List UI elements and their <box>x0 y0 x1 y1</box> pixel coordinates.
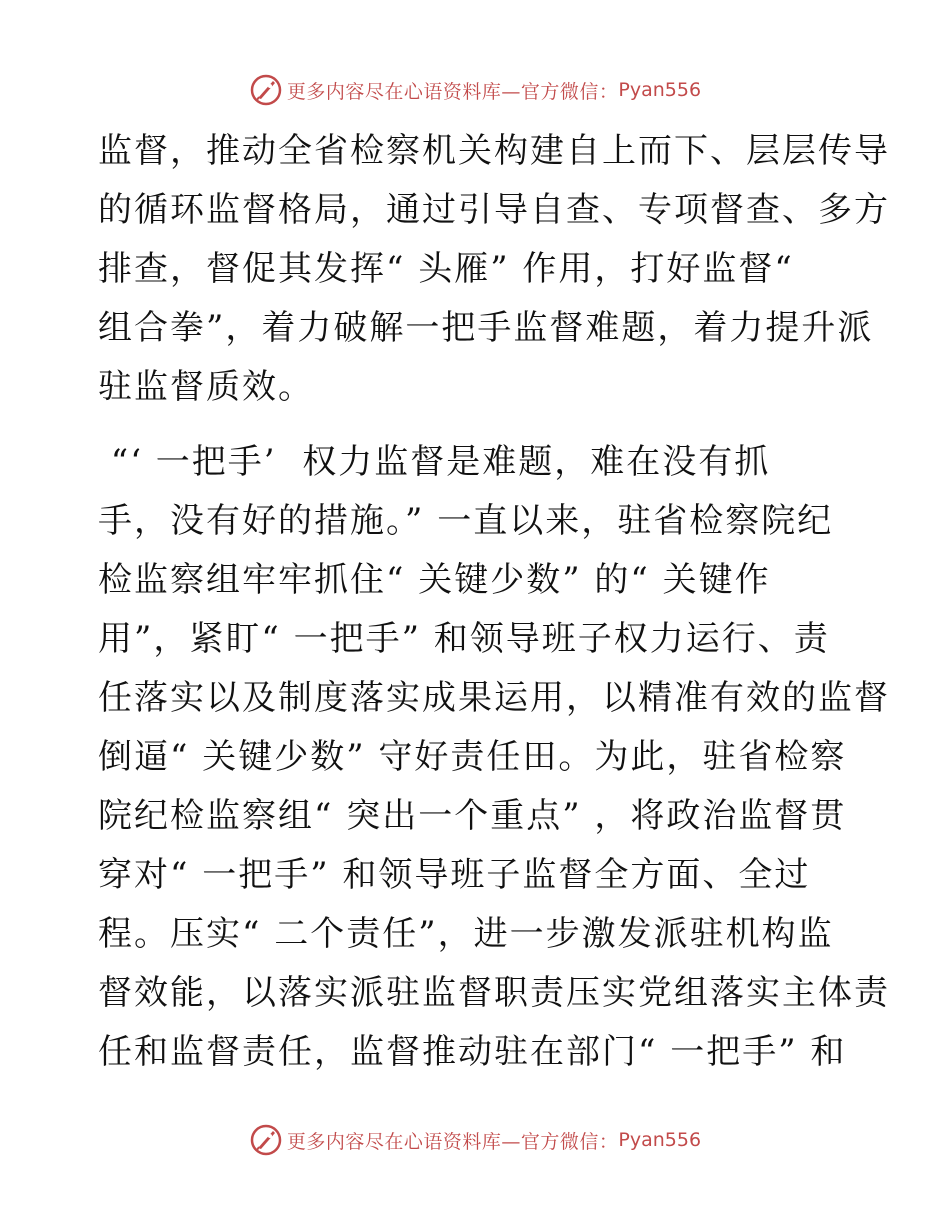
quill-logo-icon <box>249 1123 283 1157</box>
header-banner <box>0 70 950 110</box>
text-line: 任落实以及制度落实成果运用，以精准有效的监督 <box>98 678 890 718</box>
footer-text: 更多内容尽在心语资料库—官方微信： <box>286 1130 619 1153</box>
text-line: “‘ 一把手’ 权力监督是难题，难在没有抓 <box>98 442 771 482</box>
header-wechat-id: Pyan556 <box>618 79 702 101</box>
text-line: 任和监督责任，监督推动驻在部门“ 一把手” 和 <box>98 1032 847 1072</box>
paragraph-spacer <box>98 417 858 433</box>
text-line: 的循环监督格局，通过引导自查、专项督查、多方 <box>98 190 890 230</box>
text-line: 倒逼“ 关键少数” 守好责任田。为此，驻省检察 <box>98 737 847 777</box>
text-line: 监督，推动全省检察机关构建自上而下、层层传导 <box>98 131 890 171</box>
header-text: 更多内容尽在心语资料库—官方微信： <box>286 80 619 103</box>
text-line: 驻监督质效。 <box>98 367 314 407</box>
footer-banner <box>0 1120 950 1160</box>
text-line: 院纪检监察组“ 突出一个重点” ，将政治监督贯 <box>98 796 847 836</box>
quill-logo-icon <box>249 73 283 107</box>
paragraph-1 <box>98 122 890 417</box>
document-body <box>98 122 890 1082</box>
text-line: 穿对“ 一把手” 和领导班子监督全方面、全过 <box>98 855 811 895</box>
text-line: 程。压实“ 二个责任”，进一步激发派驻机构监 <box>98 914 834 954</box>
footer-wechat-id: Pyan556 <box>618 1129 702 1151</box>
paragraph-2 <box>98 433 890 1082</box>
text-line: 检监察组牢牢抓住“ 关键少数” 的“ 关键作 <box>98 560 771 600</box>
text-line: 组合拳”，着力破解一把手监督难题，着力提升派 <box>98 308 874 348</box>
text-line: 用”，紧盯“ 一把手” 和领导班子权力运行、责 <box>98 619 830 659</box>
text-line: 督效能，以落实派驻监督职责压实党组落实主体责 <box>98 973 890 1013</box>
text-line: 手，没有好的措施。” 一直以来，驻省检察院纪 <box>98 501 834 541</box>
text-line: 排查，督促其发挥“ 头雁” 作用，打好监督“ <box>98 249 794 289</box>
